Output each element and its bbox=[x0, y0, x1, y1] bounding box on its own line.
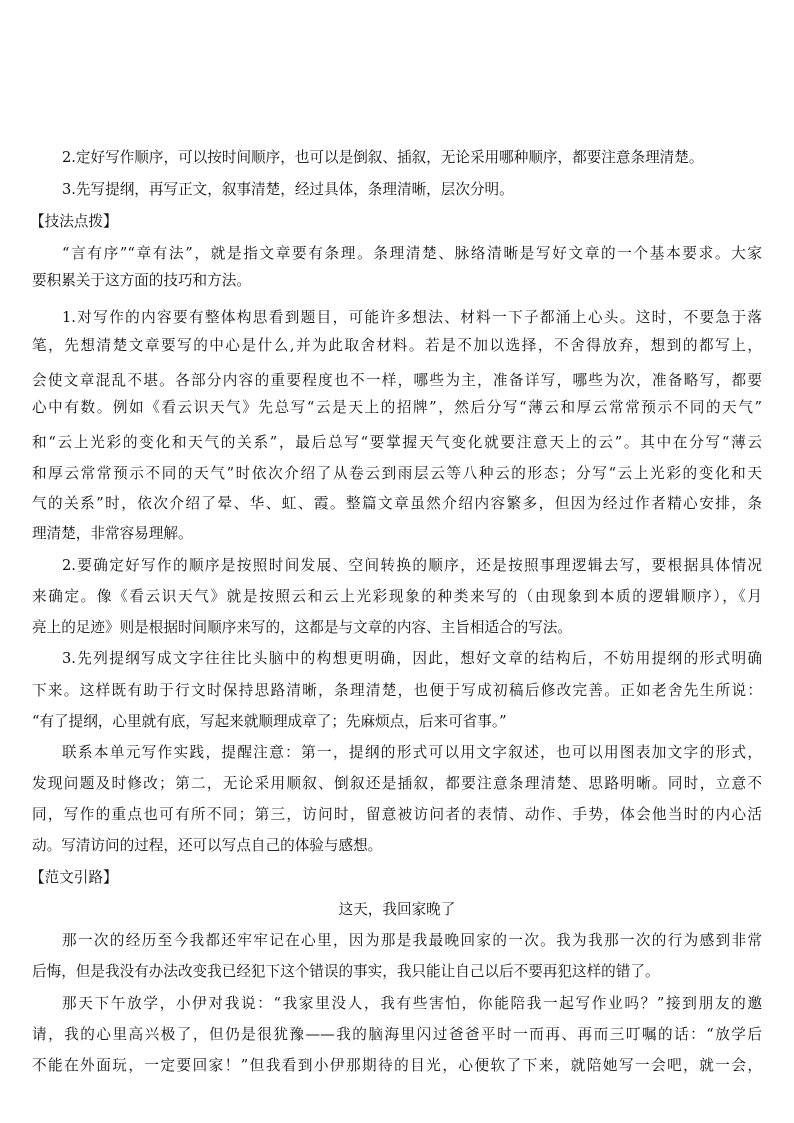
section-heading-model-essay: 【范文引路】 bbox=[30, 869, 118, 886]
paragraph-line: 来确定。像《看云识天气》就是按照云和云上光彩现象的种类来写的（由现象到本质的逻辑顺序），《月 bbox=[32, 588, 762, 605]
essay-line: 那一次的经历至今我都还牢牢记在心里，因为那是我最晚回家的一次。我为我那一次的行为感到非常 bbox=[62, 932, 762, 949]
paragraph-line: 会使文章混乱不堪。各部分内容的重要程度也不一样，哪些为主，准备详写，哪些为次，准备略写，都要 bbox=[32, 372, 762, 389]
essay-title: 这天，我回家晚了 bbox=[338, 901, 456, 918]
paragraph-line: 笔，先想清楚文章要写的中心是什么,并为此取舍材料。若是不加以选择，不舍得放弃，想到的都写上， bbox=[32, 337, 762, 354]
paragraph-line: 和厚云常常预示不同的天气”时依次介绍了从卷云到雨层云等八种云的形态；分写“云上光彩的变化和天 bbox=[32, 465, 762, 482]
essay-line: 不能在外面玩，一定要回家！”但我看到小伊那期待的目光，心便软了下来，就陪她写一会吧，就一会， bbox=[32, 1057, 762, 1074]
paragraph-line: 发现问题及时修改；第二，无论采用顺叙、倒叙还是插叙，都要注意条理清楚、思路明晰。同时，立意不 bbox=[32, 775, 762, 792]
requirement-3: 3.先写提纲，再写正文，叙事清楚，经过具体，条理清晰，层次分明。 bbox=[62, 181, 514, 198]
essay-line: 那天下午放学，小伊对我说：“我家里没人，我有些害怕，你能陪我一起写作业吗？”接到朋友的邀 bbox=[62, 995, 762, 1012]
paragraph-line: 理清楚，非常容易理解。 bbox=[32, 525, 193, 542]
paragraph-line: 下来。这样既有助于行文时保持思路清晰，条理清楚，也便于写成初稿后修改完善。正如老舍先生所说： bbox=[32, 682, 762, 699]
paragraph-line: 联系本单元写作实践，提醒注意：第一，提纲的形式可以用文字叙述，也可以用图表加文字的形式， bbox=[62, 744, 762, 761]
paragraph-line: “有了提纲，心里就有底，写起来就顺理成章了；先麻烦点，后来可省事。” bbox=[32, 713, 507, 730]
paragraph-line: 和“云上光彩的变化和天气的关系”，最后总写“要掌握天气变化就要注意天上的云”。其中在分写“薄云 bbox=[32, 434, 762, 451]
paragraph-line: 要积累关于这方面的技巧和方法。 bbox=[32, 272, 251, 289]
paragraph-line: 动。写清访问的过程，还可以写点自己的体验与感想。 bbox=[32, 837, 383, 854]
paragraph-line: 同，写作的重点也可有所不同；第三，访问时，留意被访问者的表情、动作、手势，体会他当时的内心活 bbox=[32, 806, 762, 823]
paragraph-line: 气的关系”时，依次介绍了晕、华、虹、霞。整篇文章虽然介绍内容繁多，但因为经过作者精心安排，条 bbox=[32, 495, 762, 512]
section-heading-techniques: 【技法点拨】 bbox=[30, 213, 118, 230]
paragraph-line: 心中有数。例如《看云识天气》先总写“云是天上的招牌”，然后分写“薄云和厚云常常预示不同的天气” bbox=[32, 399, 762, 416]
requirement-2: 2.定好写作顺序，可以按时间顺序，也可以是倒叙、插叙，无论采用哪种顺序，都要注意条理清楚。 bbox=[62, 149, 704, 166]
paragraph-line: 2.要确定好写作的顺序是按照时间发展、空间转换的顺序，还是按照事理逻辑去写，要根据具体情况 bbox=[62, 557, 762, 574]
essay-line: 请，我的心里高兴极了，但仍是很犹豫——我的脑海里闪过爸爸平时一而再、再而三叮嘱的话：“放学后 bbox=[32, 1026, 762, 1043]
paragraph-line: 1.对写作的内容要有整体构思看到题目，可能许多想法、材料一下子都涌上心头。这时，不要急于落 bbox=[62, 309, 762, 326]
essay-line: 后悔，但是我没有办法改变我已经犯下这个错误的事实，我只能让自己以后不要再犯这样的错了。 bbox=[32, 963, 660, 980]
paragraph-line: 3.先列提纲写成文字往往比头脑中的构想更明确，因此，想好文章的结构后，不妨用提纲的形式明确 bbox=[62, 650, 762, 667]
paragraph-line: “言有序”“章有法”，就是指文章要有条理。条理清楚、脉络清晰是写好文章的一个基本要求。大家 bbox=[62, 245, 762, 262]
paragraph-line: 亮上的足迹》则是根据时间顺序来写的，这都是与文章的内容、主旨相适合的写法。 bbox=[32, 619, 572, 636]
